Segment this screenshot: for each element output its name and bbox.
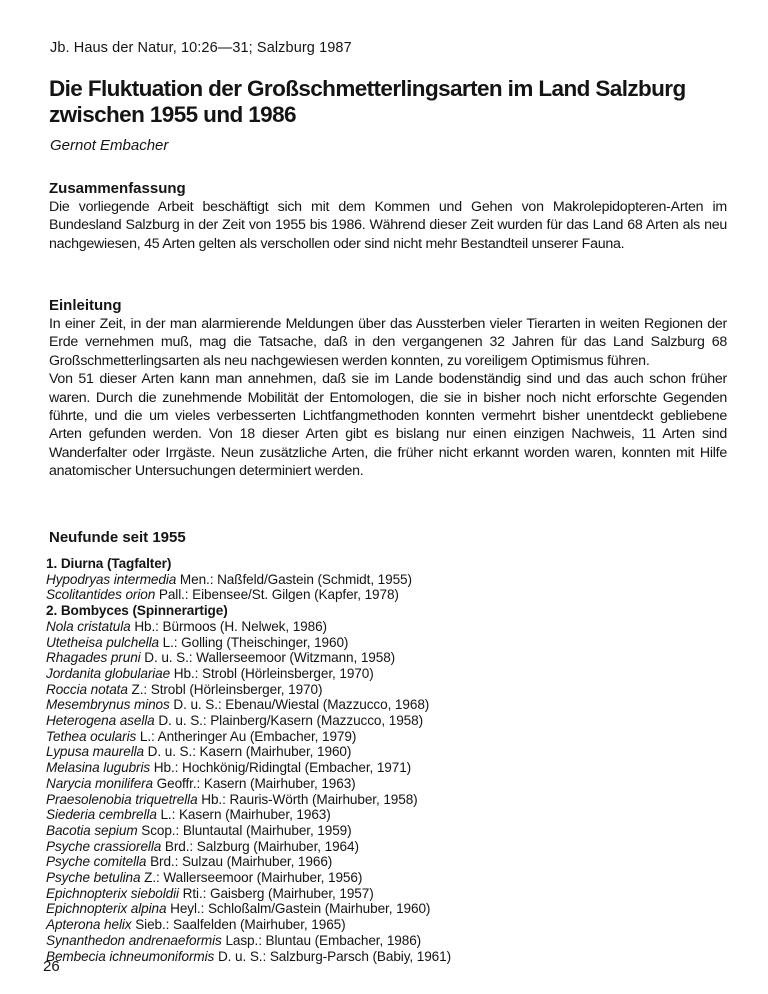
record-detail: D. u. S.: Plainberg/Kasern (Mazzucco, 1958) bbox=[154, 713, 423, 729]
species-name: Siederia cembrella bbox=[46, 807, 157, 823]
record-detail: Hb.: Strobl (Hörleinsberger, 1970) bbox=[170, 665, 374, 681]
list-item bbox=[46, 587, 736, 603]
record-detail: Lasp.: Bluntau (Embacher, 1986) bbox=[221, 932, 422, 948]
record-detail: Pall.: Eibensee/St. Gilgen (Kapfer, 1978) bbox=[155, 587, 399, 603]
page-number: 26 bbox=[43, 958, 60, 975]
record-detail: D. u. S.: Kasern (Mairhuber, 1960) bbox=[144, 744, 352, 760]
species-name: Psyche comitella bbox=[46, 854, 147, 870]
species-name: Epichnopterix alpina bbox=[46, 901, 167, 917]
species-name: Heterogena asella bbox=[46, 713, 155, 729]
species-name: Hypodryas intermedia bbox=[46, 571, 177, 587]
list-item bbox=[46, 744, 736, 760]
list-item bbox=[46, 854, 736, 870]
introduction-paragraph-1: In einer Zeit, in der man alarmierende Meldungen über das Aussterben vieler Tierarten in weiten Regionen der Erde vernehmen muß, mag die Tatsache, daß in den vergangenen 32 Jahren für das Land Salzburg 68 Großschmetterlingsarten als neu nachgewiesen werden konnten, zu voreiligem Optimismus führen. bbox=[49, 316, 727, 369]
record-detail: Rti.: Gaisberg (Mairhuber, 1957) bbox=[178, 885, 374, 901]
record-detail: Z.: Strobl (Hörleinsberger, 1970) bbox=[127, 681, 323, 697]
species-name: Scolitantides orion bbox=[46, 587, 156, 603]
introduction-paragraph-2: Von 51 dieser Arten kann man annehmen, daß sie im Lande bodenständig sind und das auch schon früher waren. Durch die zunehmende Mobilität der Entomologen, die sie in bisher noch nicht erforschte Gegenden führte, und die um vieles verbesserten Lichtfangmethoden konnten vermehrt bisher unentdeckt gebliebene Arten gefunden werden. Von 18 dieser Arten gibt es bislang nur einen einzigen Nachweis, 11 Arten sind Wanderfalter oder Irrgäste. Neun zusätzliche Arten, die früher nicht erkannt worden waren, konnten mit Hilfe anatomischer Untersuchungen determiniert werden. bbox=[49, 371, 727, 480]
list-item bbox=[46, 760, 736, 776]
list-item bbox=[46, 619, 736, 635]
species-name: Bembecia ichneumoniformis bbox=[46, 948, 215, 964]
species-name: Roccia notata bbox=[46, 681, 128, 697]
record-detail: Brd.: Sulzau (Mairhuber, 1966) bbox=[146, 854, 333, 870]
list-item bbox=[46, 901, 736, 917]
record-detail: Heyl.: Schloßalm/Gastein (Mairhuber, 1960) bbox=[166, 901, 431, 917]
species-name: Jordanita globulariae bbox=[46, 665, 171, 681]
heading-neufunde: Neufunde seit 1955 bbox=[49, 529, 186, 546]
record-detail: L.: Antheringer Au (Embacher, 1979) bbox=[136, 728, 357, 744]
species-list bbox=[46, 556, 736, 964]
species-name: Mesembrynus minos bbox=[46, 697, 170, 713]
record-detail: D. u. S.: Wallerseemoor (Witzmann, 1958) bbox=[140, 650, 396, 666]
list-item bbox=[46, 823, 736, 839]
article-title: Die Fluktuation der Großschmetterlingsarten im Land Salzburg zwischen 1955 und 1986 bbox=[49, 76, 686, 127]
species-name: Psyche crassiorella bbox=[46, 838, 162, 854]
list-item bbox=[46, 572, 736, 588]
abstract-paragraph: Die vorliegende Arbeit beschäftigt sich mit dem Kommen und Gehen von Makrolepidopteren-Arten im Bundesland Salzburg in der Zeit von 1955 bis 1986. Während dieser Zeit wurden für das Land 68 Arten als neu nachgewiesen, 45 Arten gelten als verschollen oder sind nicht mehr Bestandteil unserer Fauna. bbox=[49, 199, 727, 252]
list-item bbox=[46, 949, 736, 965]
record-detail: Hb.: Rauris-Wörth (Mairhuber, 1958) bbox=[197, 791, 418, 807]
species-name: Psyche betulina bbox=[46, 870, 141, 886]
record-detail: Z.: Wallerseemoor (Mairhuber, 1956) bbox=[140, 870, 363, 886]
list-item bbox=[46, 792, 736, 808]
abstract-text bbox=[49, 198, 727, 253]
species-name: Nola cristatula bbox=[46, 618, 131, 634]
list-item bbox=[46, 839, 736, 855]
species-name: Bacotia sepium bbox=[46, 822, 138, 838]
list-item bbox=[46, 713, 736, 729]
record-detail: Sieb.: Saalfelden (Mairhuber, 1965) bbox=[131, 917, 346, 933]
list-item bbox=[46, 917, 736, 933]
list-item bbox=[46, 886, 736, 902]
species-name: Rhagades pruni bbox=[46, 650, 141, 666]
list-item bbox=[46, 729, 736, 745]
species-name: Melasina lugubris bbox=[46, 760, 151, 776]
record-detail: L.: Kasern (Mairhuber, 1963) bbox=[156, 807, 331, 823]
list-item bbox=[46, 807, 736, 823]
record-detail: D. u. S.: Ebenau/Wiestal (Mazzucco, 1968) bbox=[169, 697, 430, 713]
species-name: Lypusa maurella bbox=[46, 744, 144, 760]
species-name: Synanthedon andrenaeformis bbox=[46, 932, 222, 948]
heading-einleitung: Einleitung bbox=[49, 297, 122, 314]
species-name: Utetheisa pulchella bbox=[46, 634, 159, 650]
species-name: Praesolenobia triquetrella bbox=[46, 791, 198, 807]
species-name: Apterona helix bbox=[46, 917, 132, 933]
list-item bbox=[46, 635, 736, 651]
record-detail: Hb.: Bürmoos (H. Nelwek, 1986) bbox=[130, 618, 327, 634]
record-detail: Geoffr.: Kasern (Mairhuber, 1963) bbox=[152, 775, 356, 791]
list-item bbox=[46, 870, 736, 886]
heading-zusammenfassung: Zusammenfassung bbox=[49, 180, 186, 197]
record-detail: L.: Golling (Theischinger, 1960) bbox=[158, 634, 349, 650]
list-item bbox=[46, 682, 736, 698]
list-category-heading: 2. Bombyces (Spinnerartige) bbox=[46, 603, 228, 619]
record-detail: Brd.: Salzburg (Mairhuber, 1964) bbox=[161, 838, 359, 854]
species-name: Narycia monilifera bbox=[46, 775, 153, 791]
list-item bbox=[46, 776, 736, 792]
article-author: Gernot Embacher bbox=[50, 137, 169, 154]
species-name: Tethea ocularis bbox=[46, 728, 137, 744]
list-item bbox=[46, 650, 736, 666]
list-item bbox=[46, 697, 736, 713]
introduction-text bbox=[49, 315, 727, 481]
record-detail: Men.: Naßfeld/Gastein (Schmidt, 1955) bbox=[176, 571, 412, 587]
record-detail: D. u. S.: Salzburg-Parsch (Babiy, 1961) bbox=[214, 948, 452, 964]
record-detail: Scop.: Bluntautal (Mairhuber, 1959) bbox=[137, 822, 352, 838]
list-item bbox=[46, 666, 736, 682]
journal-reference: Jb. Haus der Natur, 10:26—31; Salzburg 1987 bbox=[50, 40, 352, 56]
list-category-heading: 1. Diurna (Tagfalter) bbox=[46, 556, 172, 571]
list-item bbox=[46, 933, 736, 949]
record-detail: Hb.: Hochkönig/Ridingtal (Embacher, 1971) bbox=[150, 760, 412, 776]
species-name: Epichnopterix sieboldii bbox=[46, 885, 179, 901]
